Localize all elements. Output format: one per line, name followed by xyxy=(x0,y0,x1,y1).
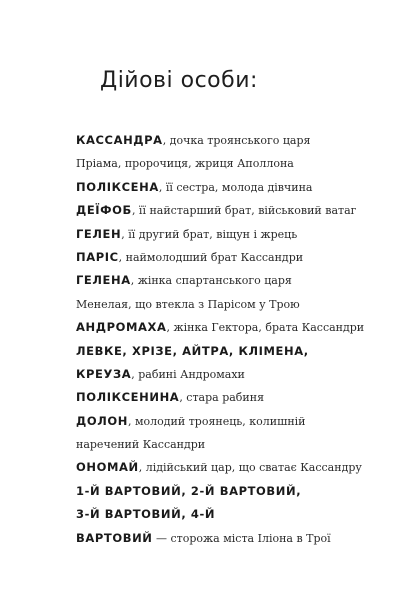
character-description: , жінка спартанського царя xyxy=(130,274,292,288)
character-name: 3-Й ВАРТОВИЙ, 4-Й xyxy=(76,507,216,522)
cast-line xyxy=(76,433,376,456)
cast-line xyxy=(76,129,376,152)
character-name: АНДРОМАХА xyxy=(76,320,167,335)
character-name: ЛЕВКЕ, ХРІЗЕ, АЙТРА, КЛІМЕНА, xyxy=(76,343,309,358)
character-description: Менелая, що втекла з Парісом у Трою xyxy=(76,297,300,311)
character-name: ПОЛІКСЕНИНА xyxy=(76,390,180,405)
cast-line xyxy=(76,223,376,246)
cast-line xyxy=(76,246,376,269)
character-description: Пріама, пророчиця, жриця Аполлона xyxy=(76,157,294,171)
character-description: , її сестра, молода дівчина xyxy=(158,180,313,194)
cast-line xyxy=(76,199,376,222)
character-name: 1-Й ВАРТОВИЙ, 2-Й ВАРТОВИЙ, xyxy=(76,483,302,498)
character-name: ДЕЇФОБ xyxy=(76,203,132,218)
cast-line xyxy=(76,363,376,386)
character-description: , рабині Андромахи xyxy=(131,367,245,381)
cast-line xyxy=(76,176,376,199)
cast-line xyxy=(76,269,376,292)
cast-line xyxy=(76,456,376,479)
character-name: ПОЛІКСЕНА xyxy=(76,179,159,194)
cast-line xyxy=(76,152,376,175)
character-description: , її найстарший брат, військовий ватаг xyxy=(131,204,357,218)
cast-line xyxy=(76,293,376,316)
character-description: — сторожа міста Іліона в Трої xyxy=(152,531,331,545)
cast-line xyxy=(76,480,376,503)
character-description: , молодий троянець, колишній xyxy=(127,414,306,428)
character-name: ГЕЛЕН xyxy=(76,226,122,241)
character-name: ВАРТОВИЙ xyxy=(76,530,153,545)
character-name: КРЕУЗА xyxy=(76,366,132,381)
character-description: , її другий брат, віщун і жрець xyxy=(121,227,298,241)
cast-line xyxy=(76,503,376,526)
character-name: ДОЛОН xyxy=(76,413,128,428)
character-name: КАССАНДРА xyxy=(76,133,163,147)
cast-line xyxy=(76,316,376,339)
character-description: , наймолодший брат Кассандри xyxy=(118,250,304,264)
character-name: ПАРІС xyxy=(76,249,119,264)
cast-line xyxy=(76,340,376,363)
page-title: Дійові особи: xyxy=(100,68,258,93)
cast-line xyxy=(76,410,376,433)
character-description: наречений Кассандри xyxy=(76,438,206,452)
character-description: , жінка Гектора, брата Кассандри xyxy=(166,321,365,335)
character-name: ГЕЛЕНА xyxy=(76,273,131,288)
cast-line xyxy=(76,527,376,550)
character-name: ОНОМАЙ xyxy=(76,460,139,475)
cast-list xyxy=(76,129,376,550)
cast-line xyxy=(76,386,376,409)
character-description: , стара рабиня xyxy=(179,391,265,405)
character-description: , лідійський цар, що сватає Кассандру xyxy=(138,461,362,475)
character-description: , дочка троянського царя xyxy=(162,134,311,147)
